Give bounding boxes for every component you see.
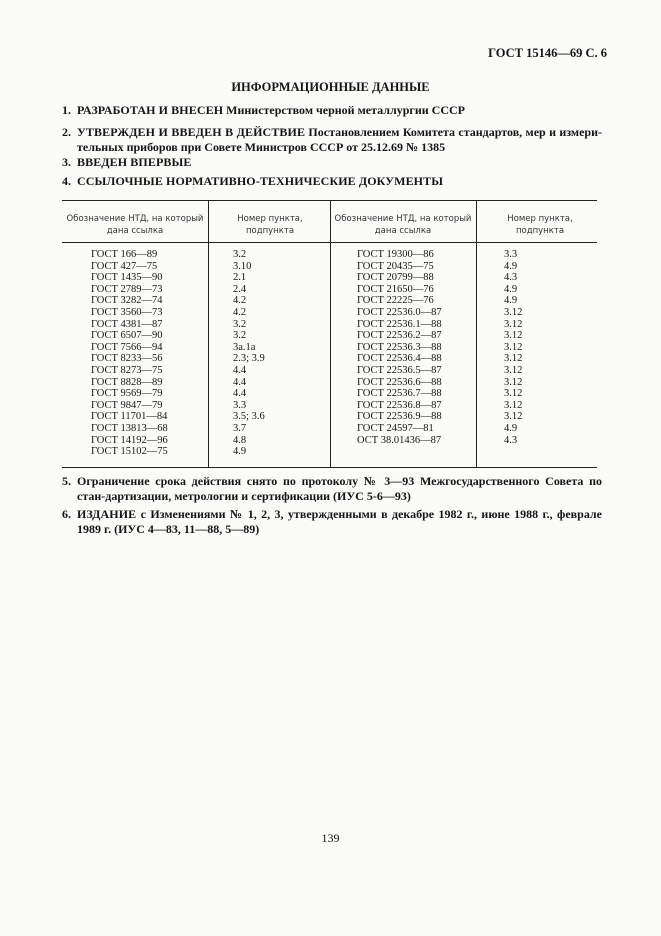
table-cell-ntd: ГОСТ 22536.7—88 [357, 388, 442, 400]
table-cell-ntd: ГОСТ 9847—79 [91, 399, 163, 411]
column-left-ntd [91, 249, 168, 458]
table-cell-point: 3.3 [233, 399, 247, 411]
table-cell-ntd: ГОСТ 14192—96 [91, 434, 168, 446]
table-cell-point: 4.4 [233, 376, 247, 388]
table-cell-ntd: ГОСТ 13813—68 [91, 422, 168, 434]
table-cell-point: 3.7 [233, 422, 247, 434]
table-cell-ntd: ГОСТ 7566—94 [91, 341, 163, 353]
table-cell-ntd: ГОСТ 20435—75 [357, 260, 434, 272]
table-cell-point: 4.4 [233, 364, 247, 376]
table-cell-point: 3.12 [504, 330, 523, 342]
table-cell-point: 4.2 [233, 295, 247, 307]
item-number: 5. [62, 474, 71, 488]
table-cell-ntd: ГОСТ 22536.0—87 [357, 306, 442, 318]
table-cell-point: 3.12 [504, 353, 523, 365]
table-cell-point: 3.2 [233, 318, 247, 330]
table-cell-point: 3.12 [504, 399, 523, 411]
header-point-left: Номер пункта, подпункта [237, 214, 303, 236]
table-cell-ntd: ГОСТ 19300—86 [357, 249, 434, 260]
table-cell-point: 3.12 [504, 376, 523, 388]
table-cell-ntd: ГОСТ 166—89 [91, 249, 158, 260]
item-caps: ИЗДАНИЕ [77, 507, 137, 521]
item-number: 3. [62, 155, 71, 169]
table-cell-point: 4.4 [233, 388, 247, 400]
table-cell-ntd: ГОСТ 22536.4—88 [357, 353, 442, 365]
table-cell-ntd: ГОСТ 6507—90 [91, 330, 163, 342]
column-separator [208, 201, 209, 467]
table-cell-point: 2.4 [233, 283, 247, 295]
page-number: 139 [321, 831, 340, 845]
header-point-right: Номер пункта, подпункта [507, 214, 573, 236]
table-cell-point: 3.3 [504, 249, 518, 260]
table-cell-point: 3.5; 3.6 [233, 411, 265, 423]
info-item-1 [62, 103, 602, 118]
header-underline [62, 242, 597, 243]
table-cell-point: 4.3 [504, 272, 518, 284]
table-cell-ntd: ГОСТ 4381—87 [91, 318, 163, 330]
table-cell-ntd: ГОСТ 22536.9—88 [357, 411, 442, 423]
table-cell-point: 3а.1а [233, 341, 256, 353]
item-caps: ССЫЛОЧНЫЕ НОРМАТИВНО-ТЕХНИЧЕСКИЕ ДОКУМЕНТЫ [77, 174, 444, 188]
table-cell-point: 4.9 [504, 295, 518, 307]
table-cell-point: 2.1 [233, 272, 247, 284]
table-cell-ntd: ГОСТ 22536.2—87 [357, 330, 442, 342]
reference-documents-table [62, 200, 597, 468]
table-cell-point: 4.9 [233, 446, 247, 458]
table-cell-point: 3.12 [504, 341, 523, 353]
table-cell-ntd: ГОСТ 2789—73 [91, 283, 163, 295]
info-item-4 [62, 174, 602, 189]
table-cell-point: 2.3; 3.9 [233, 353, 265, 365]
table-cell-point: 4.9 [504, 283, 518, 295]
column-separator [476, 201, 477, 467]
table-cell-point: 3.12 [504, 411, 523, 423]
table-cell-ntd: ГОСТ 22225—76 [357, 295, 434, 307]
table-cell-point: 4.9 [504, 422, 518, 434]
table-cell-point: 4.2 [233, 306, 247, 318]
table-cell-ntd: ОСТ 38.01436—87 [357, 434, 442, 446]
table-cell-ntd: ГОСТ 20799—88 [357, 272, 434, 284]
item-text: с Изменениями № 1, 2, 3, утвержденными в декабре 1982 г., июне 1988 г., феврале 1989 г. (ИУС 4—83, 11—88, 5—89) [77, 507, 602, 536]
table-cell-point: 3.10 [233, 260, 252, 272]
column-right-ntd [357, 249, 442, 446]
table-cell-ntd: ГОСТ 11701—84 [91, 411, 168, 423]
table-cell-point: 4.9 [504, 260, 518, 272]
table-cell-point: 3.12 [504, 364, 523, 376]
item-number: 2. [62, 125, 71, 139]
table-cell-ntd: ГОСТ 3560—73 [91, 306, 163, 318]
table-cell-ntd: ГОСТ 8828—89 [91, 376, 163, 388]
table-cell-point: 3.12 [504, 306, 523, 318]
item-number: 4. [62, 174, 71, 188]
table-cell-point: 4.8 [233, 434, 247, 446]
item-text: Министерством черной металлургии СССР [223, 103, 465, 117]
table-cell-point: 3.2 [233, 330, 247, 342]
table-cell-ntd: ГОСТ 22536.6—88 [357, 376, 442, 388]
item-number: 6. [62, 507, 71, 521]
header-ntd-right: Обозначение НТД, на который дана ссылка [334, 214, 472, 236]
table-cell-ntd: ГОСТ 8273—75 [91, 364, 163, 376]
item-caps: РАЗРАБОТАН И ВНЕСЕН [77, 103, 224, 117]
info-item-2 [62, 125, 602, 155]
table-cell-point: 3.12 [504, 318, 523, 330]
info-item-5 [62, 474, 602, 504]
section-title: ИНФОРМАЦИОННЫЕ ДАННЫЕ [231, 80, 430, 94]
table-cell-ntd: ГОСТ 24597—81 [357, 422, 434, 434]
column-separator [330, 201, 331, 467]
table-cell-ntd: ГОСТ 8233—56 [91, 353, 163, 365]
item-text: Ограничение срока действия снято по протоколу № 3—93 Межгосударственного Совета по стан-дартизации, метрологии и сертификации (ИУС 5-6—93) [77, 474, 602, 503]
item-caps: ВВЕДЕН ВПЕРВЫЕ [77, 155, 192, 169]
table-cell-ntd: ГОСТ 1435—90 [91, 272, 163, 284]
item-number: 1. [62, 103, 71, 117]
table-cell-ntd: ГОСТ 3282—74 [91, 295, 163, 307]
header-ntd-left: Обозначение НТД, на который дана ссылка [66, 214, 204, 236]
table-cell-ntd: ГОСТ 15102—75 [91, 446, 168, 458]
document-reference: ГОСТ 15146—69 С. 6 [488, 46, 607, 60]
table-cell-point: 3.12 [504, 388, 523, 400]
column-right-points [504, 249, 522, 446]
info-item-3 [62, 155, 602, 170]
table-cell-ntd: ГОСТ 21650—76 [357, 283, 434, 295]
table-cell-ntd: ГОСТ 22536.8—87 [357, 399, 442, 411]
table-cell-ntd: ГОСТ 427—75 [91, 260, 158, 272]
table-cell-ntd: ГОСТ 22536.3—88 [357, 341, 442, 353]
column-left-points [233, 249, 265, 458]
table-cell-ntd: ГОСТ 9569—79 [91, 388, 163, 400]
table-cell-point: 3.2 [233, 249, 247, 260]
info-item-6 [62, 507, 602, 537]
table-cell-ntd: ГОСТ 22536.1—88 [357, 318, 442, 330]
item-text: Постановлением Комитета стандартов, мер и измери-тельных приборов при Совете Министров СССР от 25.12.69 № 1385 [77, 125, 602, 154]
table-cell-ntd: ГОСТ 22536.5—87 [357, 364, 442, 376]
table-cell-point: 4.3 [504, 434, 518, 446]
item-caps: УТВЕРЖДЕН И ВВЕДЕН В ДЕЙСТВИЕ [77, 125, 306, 139]
